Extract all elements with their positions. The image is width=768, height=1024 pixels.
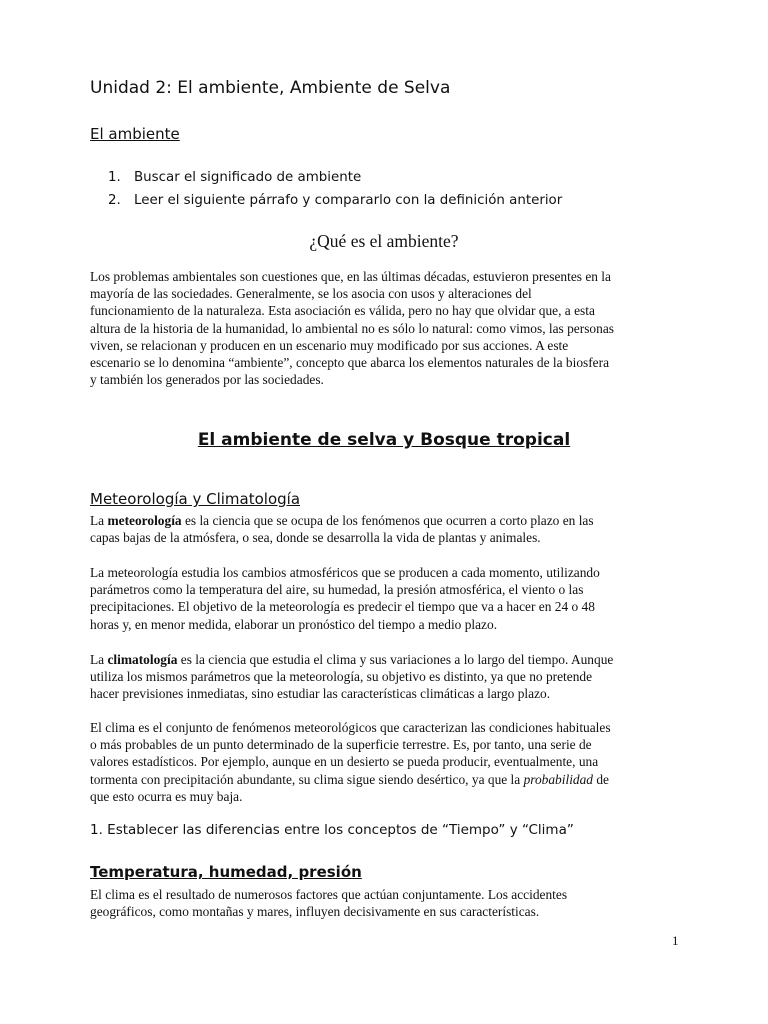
paragraph-line: viven, se relacionan y producen en un escenario muy modificado por sus acciones. A este (90, 337, 569, 353)
paragraph-line: Los problemas ambientales son cuestiones que, en las últimas décadas, estuvieron presentes en la (90, 269, 611, 284)
paragraph-line: mayoría de las sociedades. Generalmente, se los asocia con usos y alteraciones del (90, 286, 532, 302)
climatologia-definition: La climatología es la ciencia que estudia el clima y sus variaciones a lo largo del tiempo. Aunque utiliza los mismos parámetros que la meteorología, su objetivo es distinto, ya que no pretende hacer previsiones inmediatas, sino estudiar las características climáticas a largo plazo. (90, 652, 614, 702)
paragraph-line: altura de la historia de la humanidad, lo ambiental no es sólo lo natural: como vimos, las personas (90, 320, 614, 336)
list-item: 1. Buscar el significado de ambiente (108, 170, 362, 185)
meteorologia-definition: La meteorología es la ciencia que se ocupa de los fenómenos que ocurren a corto plazo en las capas bajas de la atmósfera, o sea, donde se desarrolla la vida de plantas y animales. (90, 513, 594, 546)
unit-title: Unidad 2: El ambiente, Ambiente de Selva (90, 78, 451, 98)
selva-heading: El ambiente de selva y Bosque tropical (197, 430, 571, 450)
task-list (108, 166, 628, 212)
meteorologia-heading: Meteorología y Climatología (90, 490, 301, 508)
list-item: 2. Leer el siguiente párrafo y compararlo con la definición anterior (108, 193, 563, 208)
paragraph-line: y también los generados por las sociedades. (90, 372, 324, 388)
section-heading-ambiente: El ambiente (90, 125, 180, 143)
ambiente-paragraph (90, 268, 680, 388)
term-meteorologia: meteorología (107, 513, 182, 528)
term-probabilidad: probabilidad (523, 771, 593, 787)
question-heading: ¿Qué es el ambiente? (309, 231, 459, 251)
clima-paragraph: El clima es el conjunto de fenómenos meteorológicos que caracterizan las condiciones habituales o más probables de un punto determinado de la superficie terrestre. Es, por tanto, una serie de valores estadísticos. Por ejemplo, aunque en un desierto se pueda producir, eventualmente, una tormenta con precipitación abundante, su clima sigue siendo desértico, ya que la probabilidad de que esto ocurra es muy baja. (90, 720, 611, 804)
meteorologia-study-paragraph: La meteorología estudia los cambios atmosféricos que se producen a cada momento, utilizando parámetros como la temperatura del aire, su humedad, la presión atmosférica, el viento o las precipitaciones. El objetivo de la meteorología es predecir el tiempo que va a hacer en 24 o 48 horas y, en menor medida, elaborar un pronóstico del tiempo a medio plazo. (90, 565, 600, 632)
task-tiempo-clima: 1. Establecer las diferencias entre los conceptos de “Tiempo” y “Clima” (90, 822, 574, 838)
paragraph-line: escenario se lo denomina “ambiente”, concepto que abarca los elementos naturales de la biosfera (90, 355, 610, 371)
temperatura-paragraph: El clima es el resultado de numerosos factores que actúan conjuntamente. Los accidentes geográficos, como montañas y mares, influyen decisivamente en sus características. (90, 887, 568, 920)
temperatura-heading: Temperatura, humedad, presión (90, 863, 362, 881)
page-number: 1 (672, 933, 679, 948)
paragraph-line: funcionamiento de la naturaleza. Esta asociación es válida, pero no hay que olvidar que, a esta (90, 303, 595, 319)
term-climatologia: climatología (107, 652, 178, 667)
